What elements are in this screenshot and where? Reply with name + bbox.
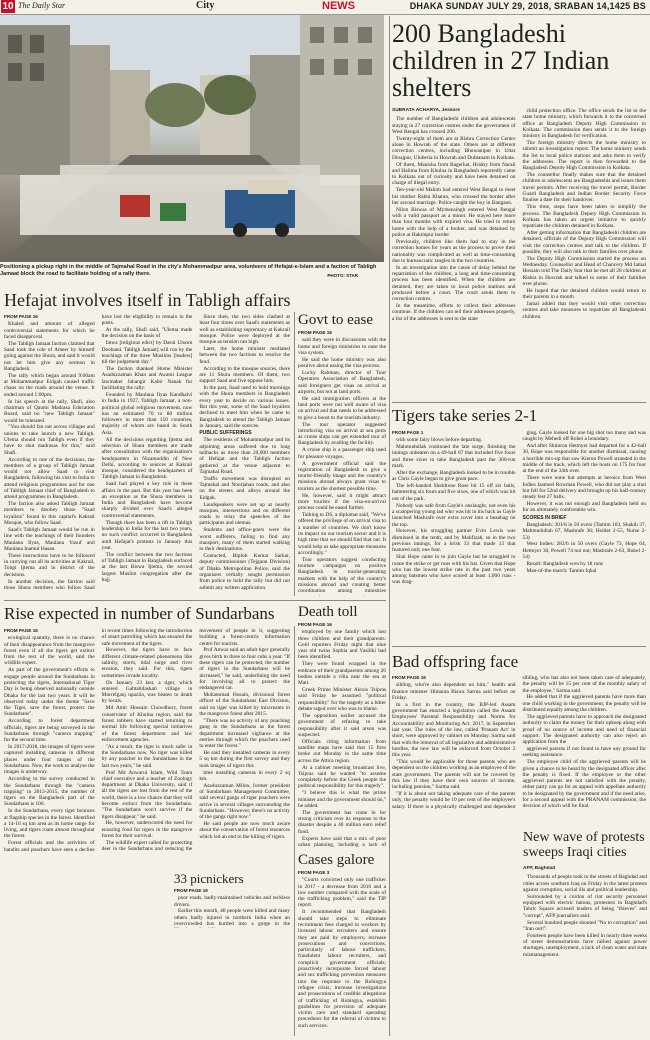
- paragraph: In the meantime, efforts to collect their addresses continue. If the children can tell their addresses properly, a list of the addresses is sent to the state: [392, 303, 516, 322]
- paragraph: ging, Gayle looked for one big shot too many and was caught by Mehedi off Rubel a boundary.: [522, 430, 646, 443]
- dateline: DHAKA SUNDAY JULY 29, 2018, SRABAN 14,1425 BS: [409, 1, 646, 11]
- paragraph: In the Sundarbans, every tiger bounces at flagship species in the forest. Identified a 14-16 sq km area as its home range for living, and tigers roam almost throughout the forest.: [4, 808, 95, 840]
- paragraph: child protection office. The office sends the list to the state home ministry, which forwards it to the concerned office at Bangladesh Deputy High Commission in Kolkata. The commission then sends it to the foreign ministry in Bangladesh for verification.: [522, 108, 646, 140]
- section-name: City: [196, 0, 215, 11]
- from-page-label: FROM PAGE 16: [392, 675, 426, 680]
- byline: AFP, Baghdad: [523, 866, 556, 871]
- paragraph: Of them, Manisha from Bagerhat, Hridoy from Narail and Halima from Khulna in Bangladesh reportedly came to Kolkata out of curiosity and have been detained on charge of illegal entry.: [392, 161, 516, 187]
- headline-tigers: Tigers take series 2-1: [392, 406, 538, 425]
- paragraph: According to the mosque sources, there are 11 Shura members. Of them, two support Saad and five oppose him.: [199, 365, 290, 385]
- paragraph: Khaled and amount of alleged controversial statements for which he faced disapproval.: [4, 321, 95, 340]
- paragraph: He, however, said it might attract more tourists if the visa-on-arrival process could be eased further.: [298, 492, 386, 512]
- score-line: Man-of-the-match: Tamim Iqbal: [526, 567, 597, 574]
- headline-death-toll: Death toll: [298, 604, 358, 620]
- paragraph: Lucky Rahman, director of Tour Operators Association of Bangladesh, said foreigners get visas on arrival at airports, but not at land ports.: [298, 369, 386, 395]
- from-page-label: FROM PAGE 16: [4, 628, 38, 633]
- score-line: Bangladesh: 301/6 in 50 overs (Tamim 103, Shakib 37, Mahmudullah 67, Mashrafe 36; Holder 2-55, Nurse 2-53): [522, 521, 646, 541]
- paragraph: Contacted, Biplob Kumar Sarkar, deputy commissioner (Tejgaon Division) of Dhaka Metropolitan Police, said the organisers verbally sought permission from police to hold the rally but did not submit any written application.: [199, 553, 290, 591]
- paragraph: Md Amir Hossain Chowdhury, forest conservator of Khulna region, said the forest robbers have started returning to normal life following special initiatives of the forest department and law enforcement agencies.: [101, 705, 193, 743]
- paragraph: A government official said the registration of Bangladesh to give a tourist-friendly image and the country's missions abroad always grant visas to tourists as the shortest possible time.: [298, 460, 386, 492]
- story-bad-offspring: [392, 675, 646, 825]
- paragraph: Experts have said that a mix of poor urban planning, including a lack of: [298, 835, 386, 848]
- from-page-label: FROM PAGE 16: [4, 314, 38, 319]
- paragraph: Twenty-eight of them are at Rishra Correction Centre alone in Howrah of the state. Others are at different correction centres, including Bhowanipur in Uttar Dinajpur, Uluberia in Howrah and Dubtanam in Kolkata.: [392, 135, 516, 161]
- story-tigers: [392, 430, 646, 640]
- paragraph: Officials citing information from satellite maps have said that 15 fires broke out Monday in the same time across the Attica region.: [298, 738, 386, 764]
- paragraph: aggrieved parents if not found to have any ground for seeking assistance.: [522, 746, 646, 759]
- paragraph: The residents of Mohammadpur and its adjoining areas suffered due to long tailbacks as more than 20,000 members of Hefajat and the Tabligh faction gathered at the venue adjacent to Tajmahal Road.: [199, 437, 290, 475]
- paragraph: This time, steps have been taken to simplify the process. The Bangladesh Deputy High Commission in Kolkata has taken an urgent initiative to quickly repatriate the children detained in Kolkata.: [522, 204, 646, 230]
- page-header: [0, 0, 650, 15]
- column-divider: [389, 16, 390, 1036]
- story-picnickers: [174, 888, 290, 928]
- paragraph: In the past, Saad used to hold mornings with the Shura members in Bangladesh every year to decide on various issues. But this year, some of the Saad loyalists declined to meet him when he came to Bangladesh to attend the Tabligh Jamaat in January, said the sources.: [199, 385, 290, 429]
- paragraph: The foreign ministry directs the home ministry to submit an investigation report. The home ministry sends the list to local police stations and asks them to verify the addresses. The report is then forwarded to the Bangladesh Deputy High Commission in Kolkata.: [522, 140, 646, 172]
- paragraph: The government has come in for strong criticism over its response to the disaster despite a 40 million euro relief fund.: [298, 809, 386, 835]
- paragraph: sibling, who're also dependent on him," health and finance minister Himanta Biswa Sarma said before on Friday.: [392, 682, 516, 701]
- paragraph: These instructions have to be followed in carrying out all its activities at Kakrail, Tongi Ijtema and in district of the decisions.: [4, 552, 95, 578]
- news-photo: [0, 15, 384, 262]
- paragraph: Later, the home minister mediated between the two factions to resolve the feud.: [199, 346, 290, 365]
- paragraph: with some fairy blows before departing.: [396, 437, 483, 444]
- paragraph: And after Shimron Hetmyer had departed for a 42-ball 30, Hope was responsible for another dismissal, causing a horrible mix-up that saw Kieron Powell stranded in the middle of the track, which left the hosts on 175 for four at the end of the 34th over.: [522, 443, 646, 475]
- paragraph: "As a result, the tiger is much safer in the Sundarbans now. No tiger was killed by any poacher in the Sundarbans in the last two years," he said.: [101, 743, 193, 769]
- paragraph: Greek Prime Minister Alexis Tsipras said Friday he assumed "political responsibility" for the tragedy as a bitter debate raged over who was to blame.: [298, 687, 386, 713]
- paragraph: On January 23 last, a tiger, which entered Gabtalidaskati village in Morrelganj upazila, was beaten to death by locals.: [101, 679, 193, 705]
- headline-bangladeshi-children: 200 Bangladeshi children in 27 Indian shelters: [392, 19, 610, 102]
- story-death-toll: [298, 622, 386, 848]
- paragraph: The employee child of the aggrieved parents will be given a chance to be heard by the designated officer after the penalty is fixed. If the employee or the other aggrieved parents are not satisfied with the penalty, either party can go for an appeal with appellate authority to be designated by the government and if the need arise, for a second appeal with the PRANAM commission, the decision of which will be final.: [522, 759, 646, 810]
- paragraph: Students and office-goers were the worst sufferers, failing to find any transport, many of them started walking to their destinations.: [199, 527, 290, 553]
- paragraph: Saad's Tabligh Jamaat would be run in line with the teachings of their founders Maulana Ilyas, Maulana Yusuf and Maulana Inamul Hasan.: [4, 526, 95, 552]
- byline: SUBRATA ACHARYA, Jessore: [392, 108, 460, 113]
- paragraph: According to the survey conducted in the Sundarbans through the "camera trapping" in 2013-2015, the number of tigers on the Bangladesh part of the Sundarbans is 106.: [4, 776, 95, 808]
- paragraph: The Deputy High Commission started the process on Wednesday. Counsellor and Head of Chancery Md Jamal Hossain told The Daily Star that he met all 28 children at Rishra in Howrah and talked to some of their families over phone.: [522, 255, 646, 287]
- photo-credit: PHOTO: STAR: [327, 273, 358, 278]
- paragraph: It recommended that Bangladesh should take steps to eliminate recruitment fees charged to workers by licensed labour recruiters and ensure they are paid by employers; increase prosecutions and convictions, particularly of labour traffickers, fraudulent labour recruiters, and complicit government officials; proactively incorporate forced labour and sex trafficking prevention measures into the response to the Rohingya refugee crisis; increase investigations and prosecutions of credible allegations of trafficking of Rohingya, establish guidelines for provision of adequate victim care and standard operating procedures for the referral of victims to such services.: [298, 909, 386, 1029]
- paragraph: Asaduzzaman Milon, former president of Sundarbans Management Committee, said several gangs of tiger poachers were active in several villages surrounding the Sundarbans. "However, there's no activity of the gangs right now.": [199, 782, 290, 821]
- paragraph: Shai Hope came in to join Gayle but he struggled to rotate the strike or get runs with his bat. Given that Hope who has the lowest strike rate in the past two years among batsmen who have scored at least 1,000 runs - was drag-: [392, 554, 516, 586]
- paragraph: At a cabinet meeting broadcast live, Tsipras said he wanted "to assume completely before the Greek people the political responsibility for this tragedy".: [298, 764, 386, 790]
- paragraph: A cruise ship is a passenger ship used for pleasure voyages.: [298, 447, 386, 460]
- paragraph: "I believe this is what the prime minister and the government should do," he added.: [298, 790, 386, 809]
- paragraph: In an investigation into the cause of delay behind the repatriation of the children, a long and time-consuming process has been identified. When the children are detained, they are taken to local police stations and produced before a court. The court sends them to correction centres.: [392, 264, 516, 303]
- story-cases-galore: [298, 870, 386, 1036]
- headline-picnickers: 33 picnickers: [174, 872, 290, 886]
- headline-iraqi-protests: New wave of protests sweeps Iraqi cities: [523, 830, 645, 860]
- paragraph: He said immigration officers at the land ports were not well aware of visa on arrival and that needs to be addressed to give a boost to the tourism industry.: [298, 395, 386, 421]
- story-hefajat: [4, 314, 290, 596]
- paragraph: The rally which began around 9:00am at Mohammadpur Eidgah caused traffic chaos on the roads around the venue. It ended around 1:00pm.: [4, 372, 95, 398]
- paragraph: Earlier this month, 48 people were killed and many others badly injured in northern India when an overcrowded bus hurtled into a gorge in the: [174, 908, 290, 928]
- paragraph: Saad had played a key role in these affairs in the past. But this year has been an exception as the Shura members in India and Bangladesh have become sharply divided over Saad's alleged controversial statements.: [101, 481, 193, 519]
- paragraph: fatwa [religious edict] by Darul Uloom Deoband. Tabligh Jamaat] will run by the teachings of the three Muslims [leaders] till the judgement day.": [101, 340, 193, 366]
- paragraph: Nobody was safe from Gayle's onslaught, not even his a scampering young lad who was hit in his back as Gayle launched Mashrafe over extra cover into a beanbag on the top.: [392, 502, 516, 528]
- paragraph: Mahmudullah continued the late surge, finishing the innings unbeaten on a 49-ball 67 that included five fours and three sixes to take Bangladesh past the 300-run mark.: [392, 444, 516, 470]
- paragraph: He added that if the aggrieved parents have more than one child working in the government, the penalty will be distributed equally among the children.: [522, 694, 646, 714]
- paragraph: Jamal added that they would visit other correction centres and take measures to repatriate all Bangladeshi children.: [522, 301, 646, 320]
- story-divider: [392, 646, 646, 647]
- story-divider: [392, 402, 646, 403]
- score-line: Result: Bangladesh won by 18 runs: [526, 560, 604, 567]
- paragraph: Ten-year-old Mahim had entered West Bengal to meet his mother Rabia Khatun, who crossed the border after her second marriage. Police caught the boy in Bangaon.: [392, 187, 516, 206]
- paragraph: The Tabligh Jamaat faction claimed that Saad took the role of Ameer by himself going against the Shura, and said it would not let him give any sermon in Bangladesh.: [4, 340, 95, 372]
- paragraph: He said the home ministry was also positive about easing the visa process.: [298, 356, 386, 370]
- newspaper-logo: The Daily Star: [18, 1, 66, 10]
- paragraph: Founded by Maulana Ilyas Kandhalvi in India in 1927, Tabligh Jamaat, a non-political global religious movement, now has an estimated 70 to 80 million followers in more than 150 countries, majority of whom are based in South Asia.: [101, 391, 193, 436]
- paragraph: time installing cameras in every 2 sq km.: [199, 769, 290, 782]
- scores-heading: SCORES IN BRIEF: [522, 514, 567, 521]
- column-divider: [294, 626, 295, 1036]
- subhead: PUBLIC SUFFERINGS: [199, 430, 252, 437]
- paragraph: After getting information that Bangladeshi children are detained, officials of the Deputy High Commission will visit the correction centres and talk to the children. If possible, they will also talk to their families over phone.: [522, 230, 646, 255]
- score-line: West Indies: 283/6 in 50 overs (Gayle 73, Hope 64, Hetmyer 30, Powell 74 not out; Mashrafe 2-63, Rubel 2-54): [522, 541, 646, 561]
- headline-govt-to-ease: Govt to ease: [298, 312, 373, 328]
- paragraph: Prof Md Anwarul Islam, Wild Team chief executive and a teacher of Zoology department at Dhaka University, said if all the tigers are lost from the rest of the world, there is a low chance that they will become extinct from the Sundarbans. "The Sundarbans won't survive if the tigers disappear," he said.: [101, 769, 193, 820]
- paragraph: The opposition earlier accused the government of refusing to take responsibility after it said arson was suspected.: [298, 712, 386, 738]
- paragraph: The left-handed Sheldrone Rose hit 15 off six balls, hammering six fours and five sixes, one of which was hit out of the park.: [392, 483, 516, 502]
- headline-sundarbans: Rise expected in number of Sundarbans: [4, 604, 275, 623]
- paragraph: At the rally, Shafi said, "Ulema made the decision on the basis of: [101, 327, 193, 340]
- paragraph: He, however, underscored the need for ensuring food for tigers in the mangrove forest for their survival.: [101, 820, 193, 840]
- paragraph: Forest officials and the activities of bandits and poachers have seen a decline in recent times following the introduction of smart patrolling which has ensured the safe movement of the tigers.: [4, 628, 193, 853]
- paragraph: Mohammad Hosain, divisional forest officer of the Sundarbans East Division, said no tiger was killed by miscreants in the mangrove forest after 2015.: [199, 692, 290, 718]
- story-divider: [4, 600, 386, 601]
- paragraph: Several hundred people shouted "No to corruption" and "Iran out!".: [523, 919, 647, 932]
- paragraph: employed by one family which lost three children and their grandparents. Gold reporters Friday night that nine year old twins Sophia and Vasiliki had been identified.: [298, 629, 386, 661]
- news-label: NEWS: [322, 0, 355, 12]
- paragraph: "If it is about not taking adequate care of the parents only, the penalty would be 10 per cent of the employee's salary. If there is a physically challenged and dependent sibling, who has also not been taken care of adequately, the penalty will be 15 per cent of the monthly salary of the employee," Sarma said.: [392, 675, 646, 810]
- photo-caption-text: Positioning a pickup right in the middle of Tajmahal Road in the city's Mohammadpur area, volunteers of Hefajat-e-Islam and a faction of Tabligh Jamaat block the road to facilitate holding of a rally there.: [0, 264, 377, 277]
- paragraph: However, his struggling partner Evin Lewis was dismissed in the tenth, and by Mahfizah, so in the two previous innings, for a brisk 33 that made 13 that featured only one four.: [392, 528, 516, 554]
- from-page-label: FROM PAGE 1: [392, 430, 424, 435]
- paragraph: "Courts convicted only one trafficker in 2017 - a decrease from 2016 and a low number compared with the scale of the trafficking problem," said the TIP report.: [298, 877, 386, 909]
- paragraph: Thousands of people took to the streets of Baghdad and cities across southern Iraq on Friday in the latest protests against corruption, social ills and political leadership.: [523, 874, 647, 893]
- headline-bad-offspring: Bad offspring face: [392, 652, 519, 671]
- story-govt-to-ease: [298, 330, 386, 596]
- paragraph: The number of Bangladeshi children and adolescents staying in 27 correction centres under the government of West Bengal has crossed 200.: [392, 116, 516, 135]
- paragraph: "This would be applicable for those parents who are dependent on the children working as an employee of the state government. The parents will not be covered by this law if they have their own sources of income, including pension," Sarma said.: [392, 759, 516, 791]
- paragraph: He hoped that the detained children would return to their parents in a month.: [522, 287, 646, 301]
- paragraph: According to one of the decisions, the members of a group of Tabligh Jamaat would not allow Saad to visit Bangladesh, following his visit to India to attend religious programmes and for one of Tabligh Jamaat chief of Bangladesh to attend programmes in Bangladesh.: [4, 456, 95, 501]
- paragraph: Since then, the two sides clashed at least four times over Saad's statements as well as establishing supremacy at Kakrail mosque. Police were deployed at the mosque as tension ran high.: [199, 314, 290, 346]
- paragraph: Surrounded by a cordon of riot security personnel equipped with electric batons, protesters in Baghdad's Tahrir Square accused leaders of being "thieves" and "corrupt", AFP journalists said.: [523, 893, 647, 919]
- story-bangladeshi-children: [392, 108, 646, 398]
- paragraph: Previously, children like them had to stay in the correction homes for years as the process to prove their nationality was complicated as well as time-consuming due to bureaucratic tangles in the two countries.: [392, 238, 516, 264]
- paragraph: poor roads, badly-maintained vehicles and reckless drivers.: [174, 895, 290, 908]
- paragraph: The aggrieved parents have to approach the designated authority to claim the money for their upkeep along with proof of no source of income and need of financial support. The designated authority can also reject an application from the: [522, 713, 646, 746]
- paragraph: Loudspeakers were set up at nearby mosques, intersections and on different roads to relay the speeches of the participants and ulemas.: [199, 501, 290, 527]
- paragraph: However, it was not enough and Bangladesh held on for an ultimately comfortable win.: [522, 501, 646, 514]
- story-iraqi-protests: [523, 866, 647, 1036]
- paragraph: Tour operators suggest conducting tourism campaigns on positive Bangladesh in tourist-generating markets with the help of the country's missions abroad and creating better coordination among ministries: [298, 556, 386, 595]
- paragraph: In his speech at the rally, Shafi, also chairman of Qaumi Madrasa Education Board, said no "new Tabligh Jamaat" would be tolerated.: [4, 398, 95, 424]
- paragraph: In 2017-2018, the images of tigers were captured installing cameras in different places under four ranges of the Sundarbans. Now, the work to analyse the images is underway.: [4, 744, 95, 776]
- paragraph: As part of the government's efforts to engage people around the Sundarbans in protecting the tigers, International Tiger Day is being observed nationally outside Dhaka for the last two years. It will be observed today under the theme "Save the Tiger, save the forest, protect the Sundarbans".: [4, 667, 95, 718]
- paragraph: ecological quantity, there is no chance of their disappearance from the mangrove forest even if all the tigers get extinct from the rest of the world, said the wildlife expert.: [4, 635, 95, 667]
- paragraph: In a first in the country, the BJP-led Assam government has enacted a legislation called the Assam Employees' Parental Responsibility and Norms for Accountability and Monitoring Act, 2017, in September last year. The rules of the law, called 'Pranam Act' in short, were approved by cabinet on Monday. Sarma said that with the removal of all legislative and administrative hurdles, the new law will be enforced from October 2 this year.: [392, 701, 516, 759]
- paragraph: said they were in discussions with the home and foreign ministries to ease the visa system.: [298, 337, 386, 356]
- from-page-label: FROM PAGE 16: [174, 888, 208, 893]
- paragraph: However, the tigers have to face different climate-related phenomena like salinity, storm, tidal surge and river erosion, they said. For this, tigers sometimes invade locality.: [101, 647, 193, 679]
- photo-caption: [0, 264, 384, 278]
- paragraph: "You should fan out across villages and unions to take launch a new Tabligh. Ulema should run Tabligh even if they have to shut madrasas for this," said Shafi.: [4, 424, 95, 456]
- paragraph: He said people are now much aware about the conservation of forest resources which led an end to the killing of tigers.: [199, 821, 290, 840]
- from-page-label: FROM PAGE 16: [298, 330, 332, 335]
- paragraph: There were none but attempts at heroics from West Indies Jasmeel Rowman Powell, who did not play a shot but fell for 52nd delivery and brought up his half-century steady fest 27 balls.: [522, 475, 646, 501]
- headline-hefajat: Hefajat involves itself in Tabligh affairs: [4, 290, 291, 310]
- paragraph: Nilon Biswas of Mymensingh entered West Bengal with a valid passport as a minor. He stayed here more than four months with expired visa. He tried to return home with the help of a broker, and was detained by police at Hakimpur border.: [392, 206, 516, 239]
- paragraph: Talking to DS, a diplomat said, "We've offered the privilege of on arrival visa to a number of countries. We don't know its impact on our tourism sector and it is high time that we should find that out. It would help us take appropriate measures accordingly.": [298, 512, 386, 556]
- paragraph: Fourteen people have been killed in nearly three weeks of street demonstrations have rallied against power shortages, unemployment, a lack of clean water and state mismanagement.: [523, 932, 647, 958]
- from-page-label: FROM PAGE 16: [298, 622, 332, 627]
- column-divider: [294, 312, 295, 596]
- paragraph: The faction also asked Tabligh Jamaat members to disobey those "Saad loyalists" found in this capital's Kakrail Mosque, who follow Saad.: [4, 501, 95, 527]
- story-sundarbans: [4, 628, 290, 1036]
- paragraph: The wildlife expert called for protecting deer in the Sundarbans and reducing the movement of people in it, suggesting building a forest-centric information centre for tourists.: [101, 628, 290, 853]
- paragraph: Though there has been a rift in Tabligh leadership in India for the last two years, no such conflict occurred in Bangladesh until Hefajat's protests in January this year.: [101, 519, 193, 551]
- paragraph: He said they installed cameras in every 5 sq km during the first survey and they took images of tigers this: [199, 750, 290, 769]
- headline-cases-galore: Cases galore: [298, 852, 375, 868]
- paragraph: Traffic movement was disrupted on Tajmahal and Noorjahan roads, and also on the streets and alleys around the Eidgah.: [199, 475, 290, 501]
- page-number: 10: [2, 1, 14, 12]
- paragraph: The counsellor finally makes sure that the detained children or adolescents are Bangladeshis and issues them travel permits. After receiving the travel permit, Border Guard Bangladesh and Indian Border Security Force finalise a date for their handover.: [522, 172, 646, 204]
- paragraph: The tour operator suggested introducing visa on arrival at sea ports as cruise ships can get extended tour of Bangladesh by availing the facility.: [298, 421, 386, 447]
- paragraph: After the exchange, Bangladesh looked to be in trouble as Chris Gayle began to give great pace.: [392, 469, 516, 483]
- paragraph: "There was no activity of any poaching gang in the Sundarbans as the forest department increased vigilance at the entries through which the poachers used to enter the forest.": [199, 717, 290, 750]
- paragraph: All the decisions regarding Ijtema and selection of Shura members are made after consultation with the organisation's headquarters in Nizamuddin of New Delhi, according to sources at Kakrail mosque, considered the headquarters of Tabligh Jamaat in Bangladesh.: [101, 436, 193, 481]
- paragraph: According to forest department officials, tigers are being surveyed in the Sundarbans through "camera trapping" for the second time.: [4, 718, 95, 744]
- paragraph: In another decision, the faction said those Shura members who follow Saad have lost the eligibility to remain in the posts.: [4, 314, 193, 591]
- street-rally-photo-illustration: [0, 15, 384, 262]
- paragraph: The faction thanked Home Minister Asaduzzaman Khan and Awami League lawmaker Jahangir Kabir Nanak for facilitating the rally.: [101, 366, 193, 392]
- from-page-label: FROM PAGE 3: [298, 870, 330, 875]
- paragraph: They were found wrapped in the embrace of their grandparents among 26 bodies outside a villa near the sea at Mati.: [298, 661, 386, 687]
- paragraph: The conflict between the two factions of Tabligh Jamaat in Bangladesh surfaced at the last Biswa Ijtema, the second largest Muslim congregation after the hajj.: [101, 551, 193, 583]
- paragraph: Prof Anwar said an adult tiger generally gives birth to three to four cubs a year. "If these tigers can be protected, the number of tigers in the Sundarbans will be increased," he said, underlining the need for involving all to protect the endangered cat.: [199, 647, 290, 692]
